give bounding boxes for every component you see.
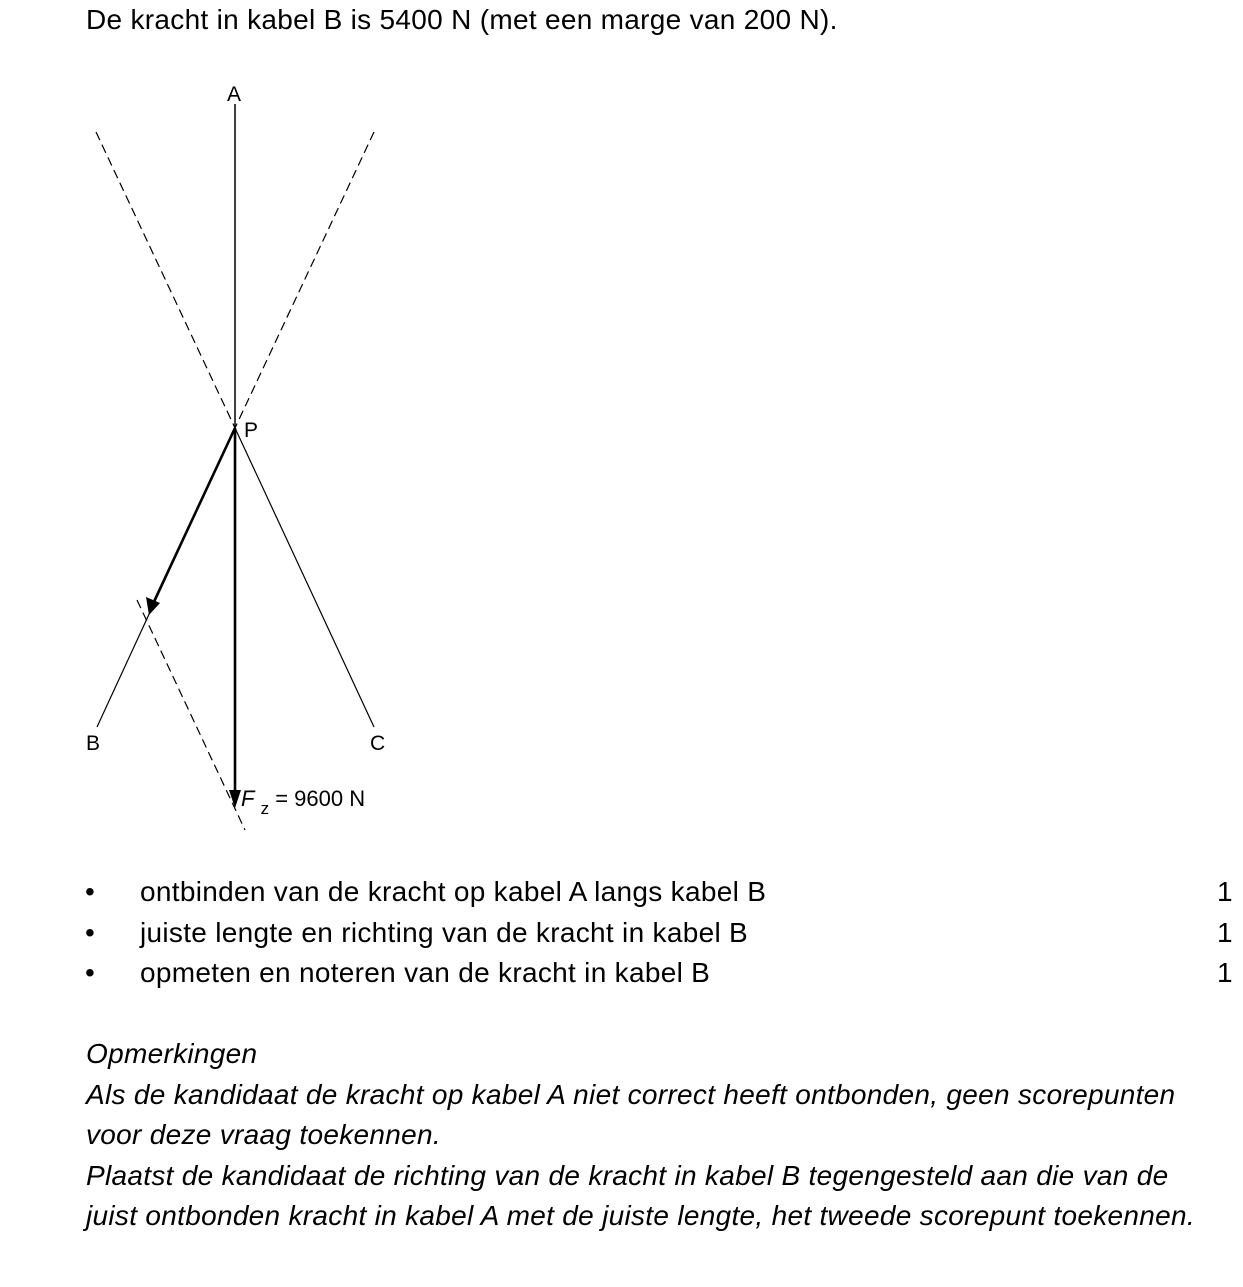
dashed-line-left-upper — [96, 132, 235, 428]
criterion-points: 1 — [1217, 957, 1233, 988]
criterion-row — [0, 953, 1243, 994]
bullet: • — [85, 957, 96, 988]
remarks-paragraph-2: Plaatst de kandidaat de richting van de kracht in kabel B tegengesteld aan die van de juist ontbonden kracht in kabel A met de juiste lengte, het tweede scorepunt toekennen. — [86, 1159, 1195, 1231]
cable-c-line — [235, 428, 374, 727]
label-c: C — [370, 732, 386, 755]
label-a: A — [227, 83, 242, 106]
criterion-text: ontbinden van de kracht op kabel A langs kabel B — [140, 876, 767, 907]
criterion-text: juiste lengte en richting van de kracht in kabel B — [140, 916, 749, 948]
force-b-arrowhead — [146, 597, 160, 615]
criterion-points: 1 — [1217, 916, 1233, 948]
criterion-row — [0, 913, 1243, 954]
gravity-arrowhead — [229, 790, 241, 808]
intro-text: De kracht in kabel B is 5400 N (met een marge van 200 N). — [86, 4, 838, 35]
force-symbol: F — [241, 786, 255, 811]
dashed-line-right-upper — [235, 132, 374, 428]
bullet: • — [85, 876, 96, 907]
remarks-paragraph-1: Als de kandidaat de kracht op kabel A niet correct heeft ontbonden, geen scorepunten voor deze vraag toekennen. — [86, 1078, 1176, 1150]
scoring-criteria — [0, 872, 1243, 994]
remarks-section — [86, 1034, 1206, 1237]
criterion-text: opmeten en noteren van de kracht in kabel B — [140, 957, 711, 988]
force-subscript: z — [260, 799, 270, 818]
force-diagram — [0, 0, 500, 860]
force-label — [241, 786, 365, 819]
label-p: P — [244, 419, 259, 442]
force-value: = 9600 N — [275, 786, 366, 811]
remarks-heading: Opmerkingen — [86, 1038, 258, 1069]
dashed-line-parallel — [137, 600, 245, 830]
criterion-row — [0, 872, 1243, 913]
force-b-arrow-shaft — [151, 428, 235, 608]
bullet: • — [85, 916, 96, 948]
label-b: B — [86, 732, 101, 755]
criterion-points: 1 — [1217, 876, 1233, 907]
